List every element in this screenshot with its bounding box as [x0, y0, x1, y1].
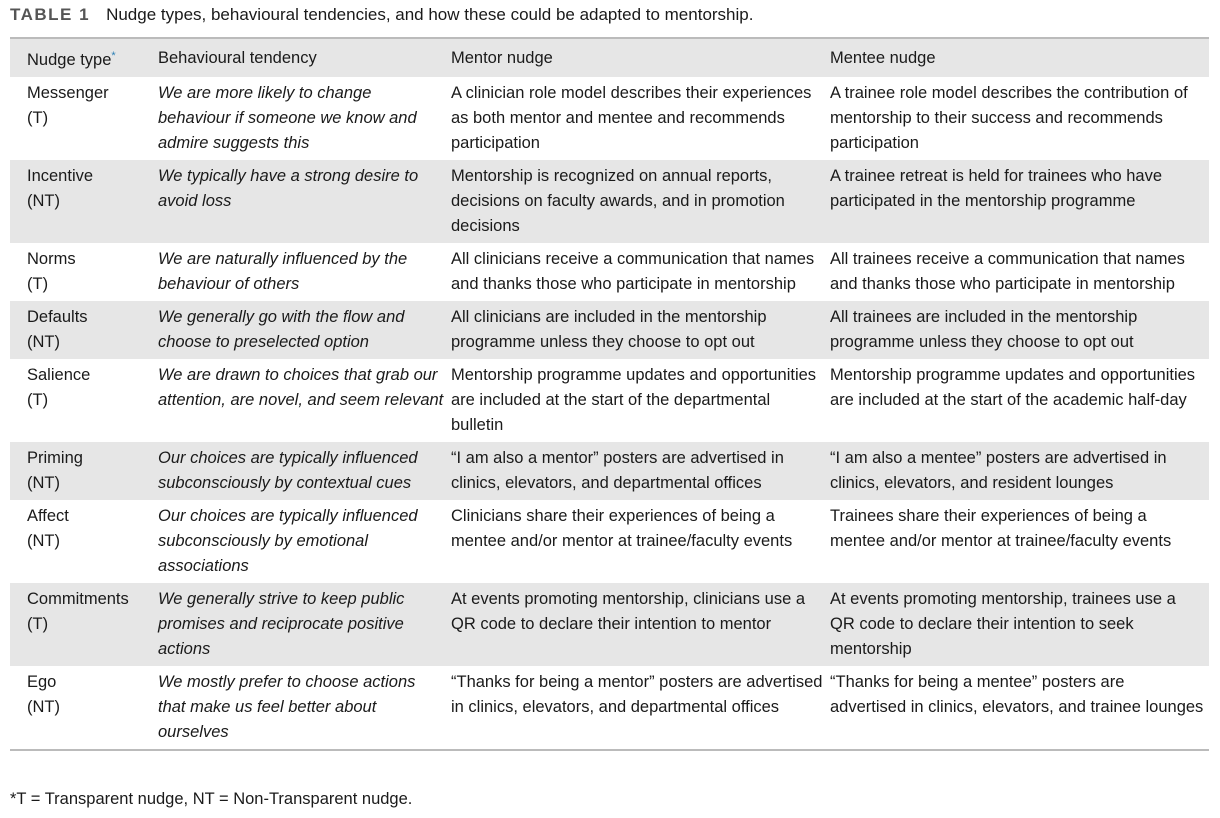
table-caption-text: Nudge types, behavioural tendencies, and how these could be adapted to mentorship.	[106, 5, 754, 24]
cell-mentor-nudge: Mentorship programme updates and opportunities are included at the start of the departmental bulletin	[451, 366, 817, 434]
table-row	[10, 583, 1209, 666]
table-row	[10, 301, 1209, 359]
cell-mentee-nudge: At events promoting mentorship, trainees use a QR code to declare their intention to seek mentorship	[830, 590, 1176, 658]
cell-tendency: We generally strive to keep public promises and reciprocate positive actions	[158, 590, 405, 658]
nudge-type-code: (NT)	[27, 192, 60, 210]
header-mentor-nudge: Mentor nudge	[451, 48, 553, 67]
table-row	[10, 666, 1209, 750]
cell-nudge-type	[10, 301, 158, 359]
nudge-table	[10, 37, 1209, 751]
cell-mentor-nudge: All clinicians are included in the mentorship programme unless they choose to opt out	[451, 308, 767, 351]
table-row	[10, 500, 1209, 583]
cell-nudge-type	[10, 583, 158, 666]
cell-mentor-nudge: At events promoting mentorship, clinicians use a QR code to declare their intention to mentor	[451, 590, 806, 633]
header-mentee-nudge: Mentee nudge	[830, 48, 936, 67]
cell-nudge-type	[10, 160, 158, 243]
cell-tendency: We typically have a strong desire to avoid loss	[158, 167, 419, 210]
cell-nudge-type	[10, 359, 158, 442]
cell-tendency: We mostly prefer to choose actions that make us feel better about ourselves	[158, 673, 416, 741]
cell-nudge-type	[10, 77, 158, 160]
cell-mentor-nudge: “Thanks for being a mentor” posters are advertised in clinics, elevators, and departmental offices	[451, 673, 823, 716]
cell-mentee-nudge: “I am also a mentee” posters are advertised in clinics, elevators, and resident lounges	[830, 449, 1167, 492]
cell-tendency: Our choices are typically influenced subconsciously by emotional associations	[158, 507, 418, 575]
cell-mentor-nudge: All clinicians receive a communication that names and thanks those who participate in mentorship	[451, 250, 815, 293]
nudge-type-name: Incentive	[27, 167, 94, 185]
nudge-type-code: (NT)	[27, 532, 60, 550]
cell-tendency: We generally go with the flow and choose to preselected option	[158, 308, 405, 351]
cell-tendency: We are drawn to choices that grab our attention, are novel, and seem relevant	[158, 366, 444, 409]
table-row	[10, 359, 1209, 442]
cell-tendency: Our choices are typically influenced subconsciously by contextual cues	[158, 449, 418, 492]
table-header-row	[10, 38, 1209, 77]
cell-nudge-type	[10, 243, 158, 301]
nudge-type-code: (NT)	[27, 698, 60, 716]
nudge-type-name: Commitments	[27, 590, 129, 608]
nudge-type-code: (T)	[27, 109, 49, 127]
cell-mentee-nudge: Mentorship programme updates and opportunities are included at the start of the academic half-day	[830, 366, 1196, 409]
cell-mentee-nudge: “Thanks for being a mentee” posters are advertised in clinics, elevators, and trainee lounges	[830, 673, 1204, 716]
cell-mentor-nudge: “I am also a mentor” posters are advertised in clinics, elevators, and departmental offices	[451, 449, 784, 492]
header-nudge-type: Nudge type*	[27, 49, 116, 69]
cell-nudge-type	[10, 500, 158, 583]
table-footnote: *T = Transparent nudge, NT = Non-Transparent nudge.	[10, 790, 413, 808]
table-caption	[10, 3, 753, 27]
cell-mentor-nudge: Clinicians share their experiences of being a mentee and/or mentor at trainee/faculty events	[451, 507, 793, 550]
cell-mentee-nudge: All trainees receive a communication that names and thanks those who participate in mentorship	[830, 250, 1185, 293]
cell-tendency: We are naturally influenced by the behaviour of others	[158, 250, 408, 293]
header-asterisk: *	[111, 49, 116, 62]
nudge-type-code: (T)	[27, 275, 49, 293]
cell-mentee-nudge: All trainees are included in the mentorship programme unless they choose to opt out	[830, 308, 1138, 351]
nudge-type-code: (NT)	[27, 474, 60, 492]
nudge-type-code: (T)	[27, 615, 49, 633]
cell-mentee-nudge: A trainee retreat is held for trainees who have participated in the mentorship programme	[830, 167, 1163, 210]
nudge-type-name: Priming	[27, 449, 83, 467]
table-row	[10, 243, 1209, 301]
cell-tendency: We are more likely to change behaviour if someone we know and admire suggests this	[158, 84, 417, 152]
cell-nudge-type	[10, 442, 158, 500]
nudge-type-code: (NT)	[27, 333, 60, 351]
cell-nudge-type	[10, 666, 158, 750]
nudge-type-code: (T)	[27, 391, 49, 409]
nudge-type-name: Defaults	[27, 308, 88, 326]
cell-mentee-nudge: Trainees share their experiences of being a mentee and/or mentor at trainee/faculty events	[830, 507, 1172, 550]
table-label: TABLE 1	[10, 5, 91, 24]
header-tendency: Behavioural tendency	[158, 48, 317, 67]
table-row	[10, 442, 1209, 500]
nudge-type-name: Ego	[27, 673, 57, 691]
cell-mentee-nudge: A trainee role model describes the contribution of mentorship to their success and recommends participation	[830, 84, 1188, 152]
nudge-type-name: Affect	[27, 507, 69, 525]
nudge-type-name: Messenger	[27, 84, 109, 102]
cell-mentor-nudge: Mentorship is recognized on annual reports, decisions on faculty awards, and in promotion decisions	[451, 167, 785, 235]
nudge-type-name: Norms	[27, 250, 76, 268]
table-row	[10, 160, 1209, 243]
cell-mentor-nudge: A clinician role model describes their experiences as both mentor and mentee and recommends participation	[451, 84, 812, 152]
table-row	[10, 77, 1209, 160]
nudge-type-name: Salience	[27, 366, 91, 384]
